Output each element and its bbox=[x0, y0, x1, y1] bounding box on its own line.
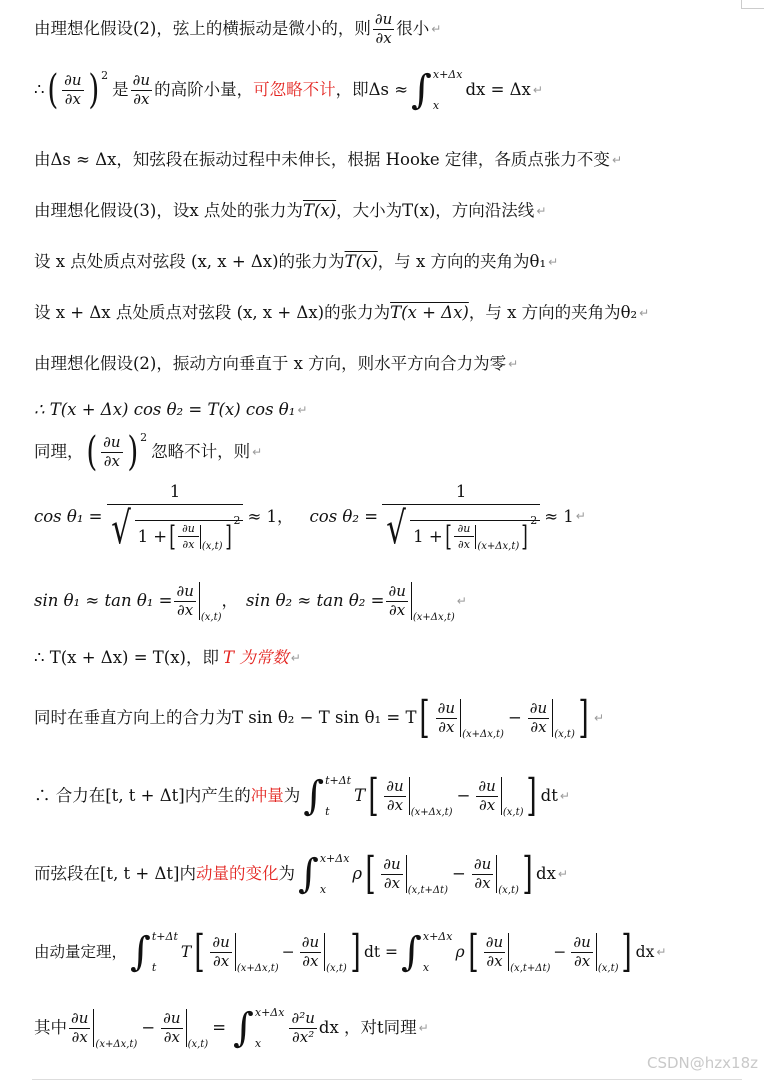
paragraph-mark: ↵ bbox=[575, 509, 586, 524]
integral-sign: ∫ x+Δx x bbox=[411, 67, 463, 113]
line-7 bbox=[34, 354, 758, 374]
paragraph-mark: ↵ bbox=[418, 1020, 429, 1035]
integral-sign: ∫ t+Δt t bbox=[303, 773, 352, 819]
paragraph-mark: ↵ bbox=[508, 356, 519, 371]
line-14-tail: dt bbox=[540, 786, 558, 806]
fraction-du-dx: $\frac{\partial u}{\partial x}$ bbox=[374, 10, 393, 47]
minus-sign: − bbox=[456, 786, 471, 806]
line-14: ∴ 合力在[t, t + Δt]内产生的 冲量 为 ∫ t+Δt t T [ $\frac{\partial u}{\partial x}$ (x+Δx,t) − $\frac{\partial u}{\partial x}$ (x,t) ] dt ↵ bbox=[34, 770, 570, 821]
line-9: 同理， ( $\frac{\partial u}{\partial x}$ ) 2 忽略不计，则 ↵ bbox=[34, 429, 263, 475]
line-8-equation: ∴ T(x + Δx) cos θ₂ = T(x) cos θ₁ bbox=[34, 400, 296, 419]
line-2: ∴ ( $\frac{\partial u}{\partial x}$ ) 2 是 $\frac{\partial u}{\partial x}$ 的高阶小量， 可忽略不计 ，即Δs ≈ ∫ x+Δx x dx = Δx ↵ bbox=[34, 67, 543, 113]
exponent: 2 bbox=[101, 69, 109, 83]
line-14-text-a: ∴ 合力在[t, t + Δt]内产生的 bbox=[34, 786, 251, 806]
line-17-text-a: 其中 bbox=[34, 1018, 67, 1038]
line-16-tail: dx bbox=[635, 942, 655, 961]
line-11: sin θ₁ ≈ tan θ₁ = $\frac{\partial u}{\partial x}$ (x,t) ， sin θ₂ ≈ tan θ₂ = $\frac{\partial u}{\partial x}$ (x+Δx,t) ↵ bbox=[34, 581, 467, 623]
line-7-text: 由理想化假设(2)，振动方向垂直于 x 方向，则水平方向合力为零 bbox=[34, 354, 507, 373]
minus-sign: − bbox=[451, 864, 466, 884]
paragraph-mark: ↵ bbox=[532, 82, 543, 97]
line-5-text-a: 设 x 点处质点对弦段 (x, x + Δx)的张力为 bbox=[34, 252, 345, 271]
line-15-text-a: 而弦段在[t, t + Δt]内 bbox=[34, 864, 196, 884]
line-1-tail: 很小 bbox=[396, 19, 430, 39]
paragraph-mark: ↵ bbox=[639, 305, 650, 320]
integral-sign: ∫ x+Δx x bbox=[298, 851, 350, 897]
line-4 bbox=[34, 201, 758, 221]
line-2-text-a: 是 bbox=[112, 80, 129, 100]
line-13-text: 同时在垂直方向上的合力为T sin θ₂ − T sin θ₁ = T bbox=[34, 708, 417, 728]
line-5 bbox=[34, 252, 758, 272]
vector-T-x: T(x) bbox=[344, 252, 378, 271]
integral-sign-2: ∫ x+Δx x bbox=[401, 929, 453, 975]
sin-theta1-lhs: sin θ₁ ≈ tan θ₁ = bbox=[34, 591, 173, 611]
cos-theta1-lhs: cos θ₁ = bbox=[34, 506, 103, 526]
line-16-text-a: 由动量定理， bbox=[34, 942, 128, 961]
line-16-mid: dt = bbox=[363, 942, 399, 961]
paragraph-mark: ↵ bbox=[656, 944, 667, 959]
paragraph-mark: ↵ bbox=[594, 710, 605, 725]
line-15-tail: dx bbox=[536, 864, 556, 884]
equals-sign: = bbox=[212, 1018, 227, 1038]
exponent: 2 bbox=[140, 431, 148, 445]
minus-sign: − bbox=[507, 708, 522, 728]
tension-T: T bbox=[354, 786, 366, 806]
line-15: 而弦段在[t, t + Δt]内 动量的变化 为 ∫ x+Δx x ρ [ $\frac{\partial u}{\partial x}$ (x,t+Δt) − $\frac{\partial u}{\partial x}$ (x,t) ] dx ↵ bbox=[34, 848, 568, 899]
vector-T-x-dx: T(x + Δx) bbox=[390, 303, 469, 322]
highlight-momentum-change: 动量的变化 bbox=[196, 864, 279, 884]
line-6-text-a: 设 x + Δx 点处质点对弦段 (x, x + Δx)的张力为 bbox=[34, 303, 391, 322]
line-8 bbox=[34, 400, 758, 420]
line-2-text-c: ，即Δs ≈ bbox=[335, 80, 409, 100]
vector-T-x: T(x) bbox=[302, 201, 337, 220]
paragraph-mark: ↵ bbox=[557, 866, 568, 881]
line-3 bbox=[34, 150, 758, 170]
integral-sign: ∫ t+Δt t bbox=[130, 929, 178, 975]
density-rho: ρ bbox=[455, 942, 465, 961]
density-rho: ρ bbox=[352, 864, 363, 884]
line-2-tail: dx = Δx bbox=[465, 80, 531, 100]
integral-sign: ∫ x+Δx x bbox=[233, 1005, 285, 1051]
line-17: 其中 $\frac{\partial u}{\partial x}$ (x+Δx,t) − $\frac{\partial u}{\partial x}$ (x,t) = ∫ x+Δx x $\frac{\text{∂²u}}{\text{∂x²}}$ dx ，对t同理 ↵ bbox=[34, 1005, 429, 1051]
highlight-impulse: 冲量 bbox=[250, 786, 284, 806]
page-corner-marker bbox=[741, 0, 764, 9]
sin-theta2-lhs: sin θ₂ ≈ tan θ₂ = bbox=[246, 591, 385, 611]
line-16: 由动量定理， ∫ t+Δt t T [ $\frac{\partial u}{\partial x}$ (x+Δx,t) − $\frac{\partial u}{\partial x}$ (x,t) ] dt = ∫ x+Δx x ρ [ $\frac{\partial u}{\partial x}$ (x,t+Δt) − $\frac{\partial u}{\partial x}$ (x,t) ] dx ↵ bbox=[34, 926, 667, 977]
line-6 bbox=[34, 303, 758, 323]
tension-T: T bbox=[180, 942, 192, 961]
approx-one-2: ≈ 1 bbox=[544, 506, 574, 526]
paragraph-mark: ↵ bbox=[611, 152, 622, 167]
line-9-text-a: 同理， bbox=[34, 442, 84, 462]
minus-sign-2: − bbox=[553, 942, 567, 961]
line-9-text-b: 忽略不计，则 bbox=[151, 442, 251, 462]
cos-theta2-lhs: cos θ₂ = bbox=[309, 506, 379, 526]
minus-sign: − bbox=[141, 1018, 156, 1038]
line-15-text-b: 为 bbox=[278, 864, 295, 884]
line-14-text-b: 为 bbox=[283, 786, 301, 806]
cos-theta2-fraction: 1 √ 1 + [ $\frac{\partial u}{\partial x}$ (x+Δx,t) ] 2 bbox=[382, 482, 540, 551]
paragraph-mark: ↵ bbox=[431, 22, 442, 37]
line-5-text-b: ，与 x 方向的夹角为θ₁ bbox=[377, 252, 547, 271]
cos-theta1-fraction: 1 √ 1 + [ $\frac{\partial u}{\partial x}$ (x,t) ] 2 bbox=[107, 482, 244, 551]
fraction-du-dx: $\frac{\partial u}{\partial x}$ bbox=[64, 70, 82, 108]
highlight-negligible: 可忽略不计 bbox=[253, 80, 336, 100]
line-1 bbox=[34, 12, 758, 47]
paragraph-mark: ↵ bbox=[559, 788, 570, 803]
therefore-symbol: ∴ bbox=[34, 80, 45, 100]
line-6-text-b: ，与 x 方向的夹角为θ₂ bbox=[468, 303, 638, 322]
approx-one: ≈ 1， bbox=[247, 506, 294, 526]
highlight-constant: T 为常数 bbox=[222, 648, 289, 667]
line-13: 同时在垂直方向上的合力为T sin θ₂ − T sin θ₁ = T [ $\frac{\partial u}{\partial x}$ (x+Δx,t) − $\frac{\partial u}{\partial x}$ (x,t) ] ↵ bbox=[34, 692, 605, 743]
line-12-text: ∴ T(x + Δx) = T(x)，即 bbox=[34, 648, 219, 667]
paragraph-mark: ↵ bbox=[536, 203, 547, 218]
minus-sign: − bbox=[281, 942, 295, 961]
paragraph-mark: ↵ bbox=[297, 402, 308, 417]
line-3-text: 由Δs ≈ Δx，知弦段在振动过程中未伸长，根据 Hooke 定律，各质点张力不变 bbox=[34, 150, 610, 169]
line-4-text-b: ，大小为T(x)，方向沿法线 bbox=[336, 201, 535, 220]
line-2-text-b: 的高阶小量， bbox=[154, 80, 254, 100]
comma: ， bbox=[221, 591, 238, 611]
paragraph-mark: ↵ bbox=[456, 593, 467, 608]
fraction-du-dx-2: $\frac{\partial u}{\partial x}$ bbox=[132, 70, 151, 108]
line-10 bbox=[34, 482, 758, 554]
line-17-tail: dx ，对t同理 bbox=[318, 1018, 417, 1038]
paragraph-mark: ↵ bbox=[252, 444, 263, 459]
line-12 bbox=[34, 648, 758, 668]
line-4-text-a: 由理想化假设(3)，设x 点处的张力为 bbox=[34, 201, 303, 220]
line-1-text: 由理想化假设(2)，弦上的横振动是微小的，则 bbox=[34, 19, 371, 39]
paragraph-mark: ↵ bbox=[548, 254, 559, 269]
fraction-du-dx: $\frac{\partial u}{\partial x}$ bbox=[103, 432, 121, 470]
watermark: CSDN@hzx18z bbox=[647, 1054, 758, 1072]
paragraph-mark: ↵ bbox=[290, 650, 301, 665]
